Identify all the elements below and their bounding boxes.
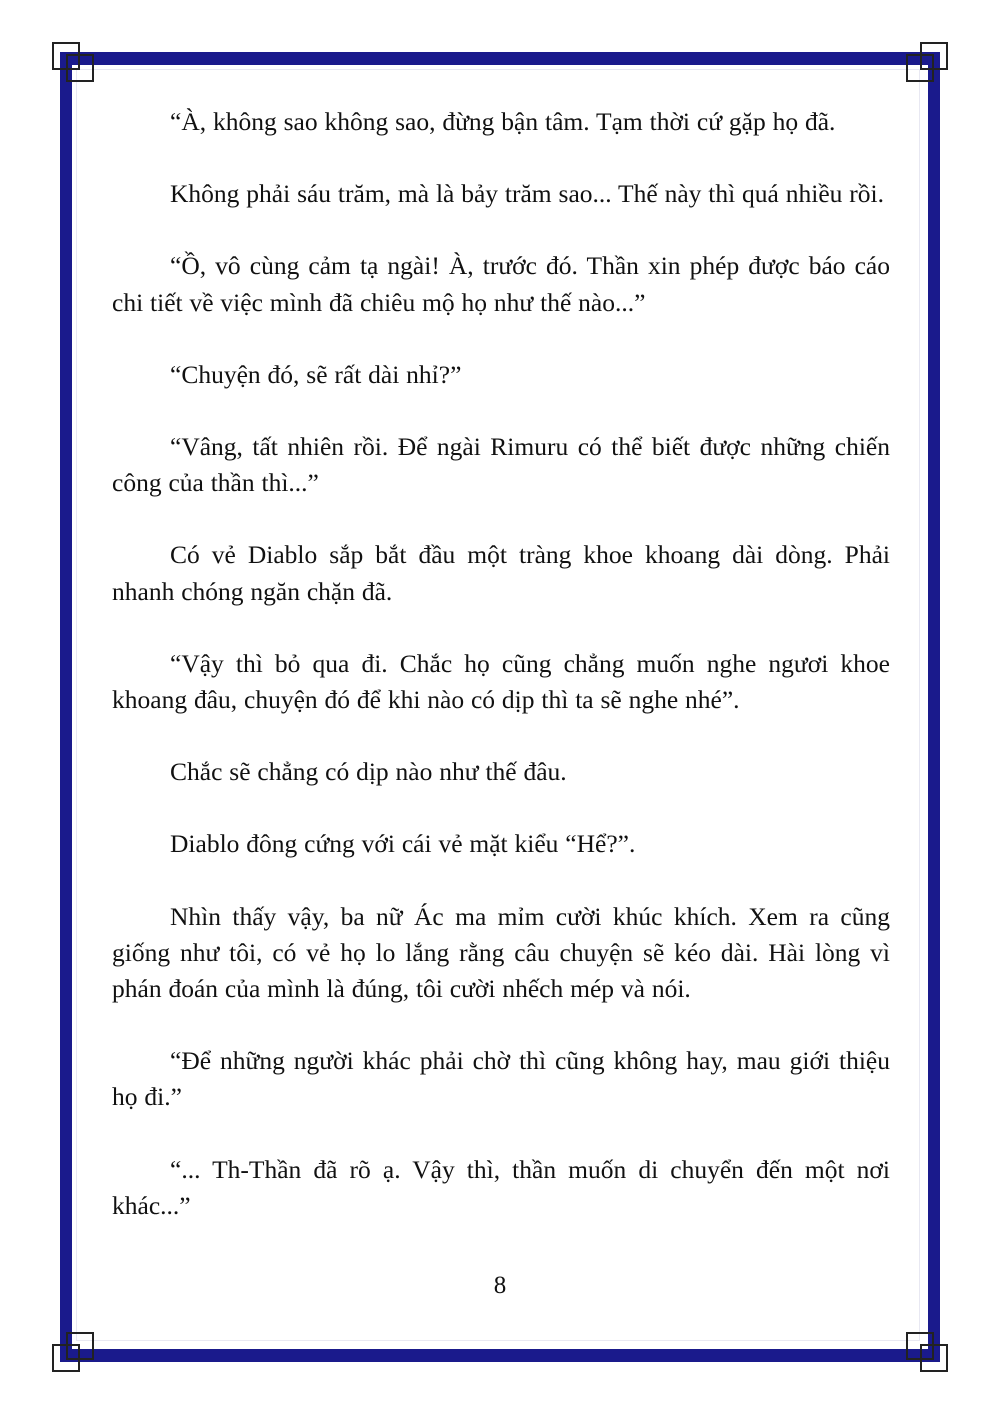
corner-ornament-bottom-right-icon xyxy=(904,1328,948,1372)
corner-ornament-top-left-icon xyxy=(52,42,96,86)
frame-border-left xyxy=(60,52,72,1362)
paragraph: “À, không sao không sao, đừng bận tâm. Tạm thời cứ gặp họ đã. xyxy=(170,107,836,136)
paragraph: “Vậy thì bỏ qua đi. Chắc họ cũng chẳng muốn nghe ngươi khoe khoang đâu, chuyện đó để khi nào có dịp thì ta sẽ nghe nhé”. xyxy=(112,648,890,715)
page-number: 8 xyxy=(493,1272,507,1299)
ornament-square-inner xyxy=(906,54,934,82)
paragraph: “Vâng, tất nhiên rồi. Để ngài Rimuru có thể biết được những chiến công của thần thì...” xyxy=(112,432,890,498)
ornament-square-outer xyxy=(52,42,80,70)
page-text-column xyxy=(112,104,890,1244)
ornament-square-inner xyxy=(66,54,94,82)
corner-ornament-top-right-icon xyxy=(904,42,948,86)
paragraph: Diablo đông cứng với cái vẻ mặt kiểu “Hể?”. xyxy=(170,829,636,859)
paragraph: “... Th-Thần đã rõ ạ. Vậy thì, thần muốn di chuyển đến một nơi khác...” xyxy=(112,1154,890,1220)
paragraph: “Ồ, vô cùng cảm tạ ngài! À, trước đó. Thần xin phép được báo cáo chi tiết về việc mình đã chiêu mộ họ như thế nào...” xyxy=(112,251,890,317)
corner-ornament-bottom-left-icon xyxy=(52,1328,96,1372)
frame-border-top xyxy=(60,52,940,65)
paragraph: Nhìn thấy vậy, ba nữ Ác ma mỉm cười khúc khích. Xem ra cũng giống như tôi, có vẻ họ lo lắng rằng câu chuyện sẽ kéo dài. Hài lòng vì phán đoán của mình là đúng, tôi cười nhếch mép và nói. xyxy=(112,901,890,1004)
ornament-square-inner xyxy=(906,1332,934,1360)
ornament-square-outer xyxy=(920,42,948,70)
paragraph: “Để những người khác phải chờ thì cũng không hay, mau giới thiệu họ đi.” xyxy=(112,1046,890,1112)
ornament-square-outer xyxy=(920,1344,948,1372)
paragraph: Có vẻ Diablo sắp bắt đầu một tràng khoe khoang dài dòng. Phải nhanh chóng ngăn chặn đã. xyxy=(112,540,890,606)
paragraph: “Chuyện đó, sẽ rất dài nhỉ?” xyxy=(170,359,462,389)
paragraph: Không phải sáu trăm, mà là bảy trăm sao... Thế này thì quá nhiều rồi. xyxy=(170,179,884,209)
frame-border-bottom xyxy=(60,1349,940,1362)
frame-border-right xyxy=(928,52,940,1362)
paragraph: Chắc sẽ chẳng có dịp nào như thế đâu. xyxy=(170,757,567,787)
ornament-square-outer xyxy=(52,1344,80,1372)
ornament-square-inner xyxy=(66,1332,94,1360)
